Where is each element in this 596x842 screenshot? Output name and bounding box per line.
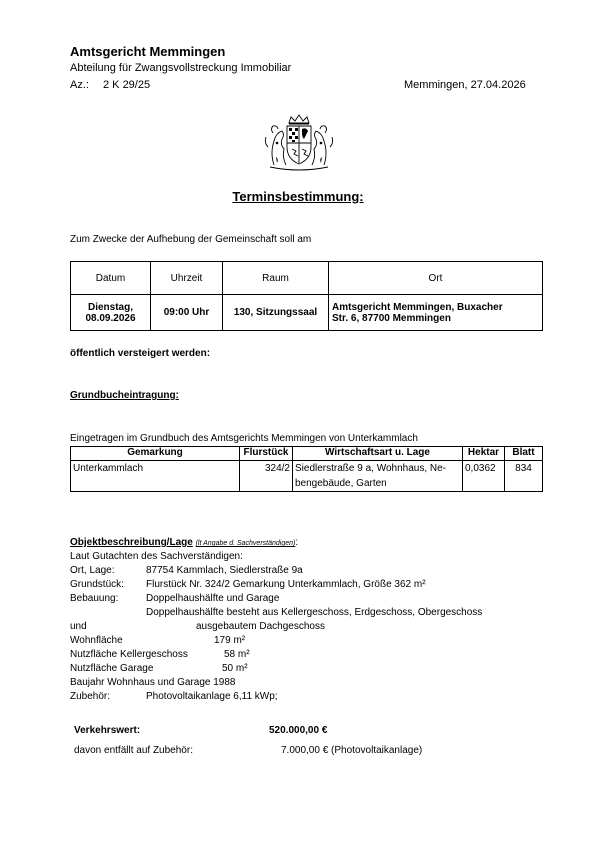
lage-line-2: bengebäude, Garten — [295, 478, 387, 489]
header-place: Ort — [329, 262, 543, 295]
accessories-label: Zubehör: — [70, 691, 111, 702]
building-value-3: ausgebautem Dachgeschoss — [196, 621, 325, 632]
document-title: Terminsbestimmung: — [232, 189, 364, 204]
header-hektar: Hektar — [463, 447, 505, 461]
header-flurstueck: Flurstück — [240, 447, 293, 461]
lage-line-1: Siedlerstraße 9 a, Wohnhaus, Ne- — [295, 463, 447, 474]
land-register-heading: Grundbucheintragung: — [70, 390, 179, 401]
place-line-2: Str. 6, 87700 Memmingen — [332, 312, 451, 324]
accessories-share-label: davon entfällt auf Zubehör: — [74, 745, 193, 756]
date-value: 08.09.2026 — [85, 312, 136, 324]
location-value: 87754 Kammlach, Siedlerstraße 9a — [146, 565, 303, 576]
cellar-area-label: Nutzfläche Kellergeschoss — [70, 649, 188, 660]
appointment-table — [70, 261, 543, 331]
header-time: Uhrzeit — [151, 262, 223, 295]
cell-hektar: 0,0362 — [463, 461, 505, 492]
cellar-area-value: 58 m² — [224, 649, 250, 660]
location-label: Ort, Lage: — [70, 565, 115, 576]
table-header-row — [71, 447, 543, 461]
building-value-1: Doppelhaushälfte und Garage — [146, 593, 280, 604]
file-number: 2 K 29/25 — [103, 79, 151, 91]
header-date: Datum — [71, 262, 151, 295]
plot-label: Grundstück: — [70, 579, 124, 590]
construction-year: Baujahr Wohnhaus und Garage 1988 — [70, 677, 236, 688]
land-register-table — [70, 446, 543, 492]
appraisal-note: Laut Gutachten des Sachverständigen: — [70, 551, 243, 562]
object-heading-note: (lt Angabe d. Sachverständigen) — [195, 540, 296, 547]
cell-lage — [293, 461, 463, 492]
place-line-1: Amtsgericht Memmingen, Buxacher — [332, 301, 503, 313]
accessories-share-value: 7.000,00 € (Photovoltaikanlage) — [281, 745, 423, 756]
date-weekday: Dienstag, — [87, 301, 133, 313]
place-date: Memmingen, 27.04.2026 — [404, 79, 526, 91]
appointment-room: 130, Sitzungssaal — [223, 295, 329, 331]
market-value: 520.000,00 € — [269, 725, 328, 736]
garage-area-value: 50 m² — [222, 663, 248, 674]
court-name: Amtsgericht Memmingen — [70, 44, 226, 59]
garage-area-label: Nutzfläche Garage — [70, 663, 154, 674]
and-label: und — [70, 621, 87, 632]
header-blatt: Blatt — [505, 447, 543, 461]
object-heading-colon: : — [295, 537, 299, 548]
table-row — [71, 295, 543, 331]
accessories-value: Photovoltaikanlage 6,11 kWp; — [146, 691, 278, 702]
appointment-time: 09:00 Uhr — [151, 295, 223, 331]
object-description-heading — [70, 537, 298, 548]
cell-flurstueck: 324/2 — [240, 461, 293, 492]
object-heading-text: Objektbeschreibung/Lage — [70, 537, 193, 548]
table-header-row — [71, 262, 543, 295]
living-area-label: Wohnfläche — [70, 635, 123, 646]
appointment-place — [329, 295, 543, 331]
bavarian-coat-of-arms-icon — [260, 113, 338, 173]
living-area-value: 179 m² — [214, 635, 246, 646]
auction-statement: öffentlich versteigert werden: — [70, 348, 211, 359]
land-register-intro: Eingetragen im Grundbuch des Amtsgerichts Memmingen von Unterkammlach — [70, 433, 418, 444]
header-lage: Wirtschaftsart u. Lage — [293, 447, 463, 461]
plot-value: Flurstück Nr. 324/2 Gemarkung Unterkammlach, Größe 362 m² — [146, 579, 426, 590]
header-room: Raum — [223, 262, 329, 295]
file-number-label: Az.: — [70, 79, 89, 91]
intro-text: Zum Zwecke der Aufhebung der Gemeinschaft soll am — [70, 234, 312, 245]
building-label: Bebauung: — [70, 593, 119, 604]
cell-blatt: 834 — [505, 461, 543, 492]
building-value-2: Doppelhaushälfte besteht aus Kellergeschoss, Erdgeschoss, Obergeschoss — [146, 607, 483, 618]
department: Abteilung für Zwangsvollstreckung Immobiliar — [70, 62, 292, 74]
market-value-label: Verkehrswert: — [74, 725, 141, 736]
header-gemarkung: Gemarkung — [71, 447, 240, 461]
appointment-date — [71, 295, 151, 331]
cell-gemarkung: Unterkammlach — [71, 461, 240, 492]
table-row — [71, 461, 543, 492]
